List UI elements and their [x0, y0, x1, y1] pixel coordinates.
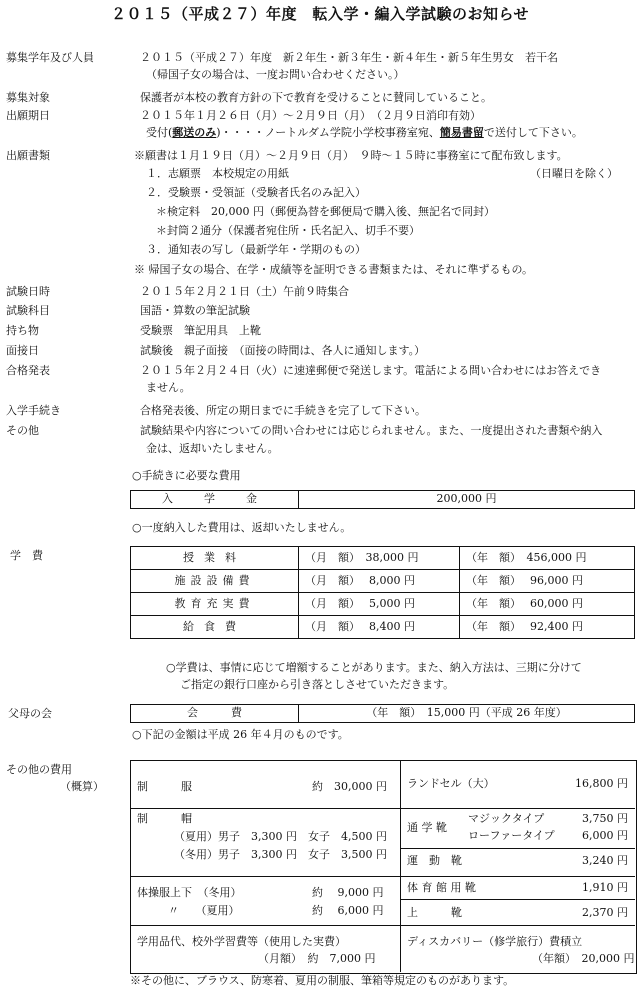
- label-belongings: 持ち物: [6, 324, 39, 337]
- tuition-table: [130, 546, 635, 639]
- gym-shoes-value: 1,910 円: [582, 881, 628, 894]
- other-label-approx: （概算）: [60, 780, 104, 793]
- parents-fee-name: 会 費: [131, 705, 299, 723]
- value-exam-date: ２０１５年２月２１日（土）午前９時集合: [140, 285, 349, 298]
- school-shoes-label: 通 学 靴: [407, 821, 447, 834]
- divider: [400, 876, 635, 877]
- school-trip-value: （年額） 20,000 円: [532, 952, 635, 965]
- text-mail-only: 郵送のみ: [172, 126, 217, 139]
- table-row: [131, 593, 635, 616]
- label-application-period: 出願期日: [6, 109, 50, 122]
- entry-fee-table: [130, 490, 635, 509]
- page-title: ２０１５（平成２７）年度 転入学・編入学試験のお知らせ: [110, 5, 530, 23]
- parents-label: 父母の会: [8, 707, 52, 720]
- divider: [130, 925, 400, 926]
- entry-fee-heading: ○手続きに必要な費用: [132, 469, 241, 482]
- label-exam-subjects: 試験科目: [6, 304, 50, 317]
- tuition-yearly: （年 額） 96,000 円: [460, 570, 635, 593]
- other-label: その他の費用: [6, 763, 72, 776]
- table-row: [131, 616, 635, 639]
- label-enrollment: 入学手続き: [6, 404, 61, 417]
- value-documents-note: ※願書は１月１９日（月）～２月９日（月） ９時～１５時に事務室にて配布致します。: [134, 149, 568, 162]
- hat-label: 制 帽: [137, 812, 192, 825]
- parents-note: ○下記の金額は平成 26 年４月のものです。: [132, 728, 349, 741]
- parents-fee-value: （年 額） 15,000 円（平成 26 年度）: [299, 705, 635, 723]
- value-target: 保護者が本校の教育方針の下で教育を受けることに賛同していること。: [140, 91, 492, 104]
- tuition-yearly: （年 額） 456,000 円: [460, 547, 635, 570]
- loafer-type-label: ローファータイプ: [468, 829, 555, 842]
- hat-summer: （夏用）男子 3,300 円 女子 4,500 円: [174, 830, 387, 843]
- tuition-yearly: （年 額） 60,000 円: [460, 593, 635, 616]
- tuition-monthly: （月 額） 5,000 円: [299, 593, 460, 616]
- uniform-label: 制 服: [137, 780, 192, 793]
- value-other: 試験結果や内容についての問い合わせには応じられません。また、一度提出された書類や納入: [140, 424, 603, 437]
- supplies-value: （月額） 約 7,000 円: [258, 952, 376, 965]
- gym-shoes-label: 体 育 館 用 靴: [407, 881, 476, 894]
- table-row: [131, 570, 635, 593]
- doc-item-1-note: （日曜日を除く）: [530, 167, 618, 180]
- divider: [400, 760, 401, 972]
- text-part: )・・・・ノートルダム学院小学校事務室宛、: [216, 126, 440, 139]
- parents-table: [130, 704, 635, 723]
- label-exam-date: 試験日時: [6, 285, 50, 298]
- value-other-cont: 金は、返却いたしません。: [146, 442, 279, 455]
- gym-wear-winter-value: 約 9,000 円: [312, 886, 384, 899]
- tuition-name: 施設設備費: [131, 570, 299, 593]
- value-interview: 試験後 親子面接 （面接の時間は、各人に通知します。）: [140, 344, 426, 357]
- randoseru-label: ランドセル（大）: [407, 777, 495, 790]
- divider: [400, 925, 635, 926]
- tuition-name: 授業料: [131, 547, 299, 570]
- school-trip-label: ディスカバリー（修学旅行）費積立: [407, 935, 583, 948]
- loafer-type-value: 6,000 円: [582, 829, 628, 842]
- magic-type-value: 3,750 円: [582, 812, 628, 825]
- label-target: 募集対象: [6, 91, 50, 104]
- tuition-note-2: ご指定の銀行口座から引き落としさせていただきます。: [180, 678, 455, 691]
- tuition-note-1: ○学費は、事情に応じて増額することがあります。また、納入方法は、三期に分けて: [166, 661, 582, 674]
- uniform-value: 約 30,000 円: [312, 780, 387, 793]
- label-other: その他: [6, 424, 39, 437]
- value-application-method: [146, 127, 583, 140]
- gym-wear-summer-label: 〃 （夏用）: [168, 904, 240, 917]
- tuition-yearly: （年 額） 92,400 円: [460, 616, 635, 639]
- gym-wear-summer-value: 約 6,000 円: [312, 904, 384, 917]
- value-enrollment: 合格発表後、所定の期日までに手続きを完了して下さい。: [140, 404, 426, 417]
- sports-shoes-label: 運 動 靴: [407, 854, 462, 867]
- doc-item-2b: ＊封筒２通分（保護者宛住所・氏名記入、切手不要）: [156, 224, 420, 237]
- value-results: ２０１５年２月２４日（火）に速達郵便で発送します。電話による問い合わせにはお答えでき: [140, 364, 602, 377]
- label-recruitment: 募集学年及び人員: [6, 51, 94, 64]
- value-results-cont: ません。: [146, 381, 191, 394]
- divider: [400, 899, 635, 900]
- tuition-monthly: （月 額） 38,000 円: [299, 547, 460, 570]
- doc-item-2a: ＊検定料 20,000 円（郵便為替を郵便局で購入後、無記名で同封）: [156, 205, 495, 218]
- divider: [130, 808, 400, 809]
- doc-item-2: ２．受験票・受領証（受験者氏名のみ記入）: [146, 186, 366, 199]
- magic-type-label: マジックタイプ: [468, 812, 545, 825]
- tuition-monthly: （月 額） 8,400 円: [299, 616, 460, 639]
- divider: [400, 808, 635, 809]
- text-part: 受付(: [146, 126, 173, 139]
- label-documents: 出願書類: [6, 149, 50, 162]
- value-exam-subjects: 国語・算数の筆記試験: [140, 304, 250, 317]
- value-belongings: 受験票 筆記用具 上靴: [140, 324, 261, 337]
- value-recruitment: ２０１５（平成２７）年度 新２年生・新３年生・新４年生・新５年生男女 若干名: [140, 51, 558, 64]
- sports-shoes-value: 3,240 円: [582, 854, 628, 867]
- hat-winter: （冬用）男子 3,300 円 女子 3,500 円: [174, 848, 387, 861]
- entry-fee-value: 200,000 円: [299, 491, 635, 509]
- value-application-period: ２０１５年１月２６日（月）～２月９日（月） （２月９日消印有効）: [140, 109, 481, 122]
- divider: [400, 848, 635, 849]
- tuition-label: 学 費: [10, 549, 43, 562]
- randoseru-value: 16,800 円: [575, 777, 628, 790]
- text-registered-mail: 簡易書留: [439, 126, 484, 139]
- doc-item-3: ３．通知表の写し（最新学年・学期のもの）: [146, 243, 366, 256]
- divider: [130, 876, 400, 877]
- tuition-name: 給食費: [131, 616, 299, 639]
- doc-item-1: １．志願票 本校規定の用紙: [146, 167, 289, 180]
- tuition-monthly: （月 額） 8,000 円: [299, 570, 460, 593]
- indoor-shoes-label: 上 靴: [407, 906, 462, 919]
- tuition-name: 教育充実費: [131, 593, 299, 616]
- label-results: 合格発表: [6, 364, 50, 377]
- footnote: ※その他に、ブラウス、防寒着、夏用の制服、筆箱等規定のものがあります。: [130, 974, 515, 987]
- supplies-label: 学用品代、校外学習費等（使用した実費）: [137, 935, 346, 948]
- gym-wear-winter-label: 体操服上下 （冬用）: [137, 886, 242, 899]
- indoor-shoes-value: 2,370 円: [582, 906, 628, 919]
- label-interview: 面接日: [6, 344, 39, 357]
- entry-fee-label: 入 学 金: [131, 491, 299, 509]
- text-part: で送付して下さい。: [483, 126, 583, 139]
- table-row: [131, 547, 635, 570]
- value-recruitment-note: （帰国子女の場合は、一度お問い合わせください。）: [146, 68, 405, 81]
- entry-fee-note: ○一度納入した費用は、返却いたしません。: [132, 521, 352, 534]
- doc-returnee-note: ※ 帰国子女の場合、在学・成績等を証明できる書類または、それに準ずるもの。: [134, 263, 534, 276]
